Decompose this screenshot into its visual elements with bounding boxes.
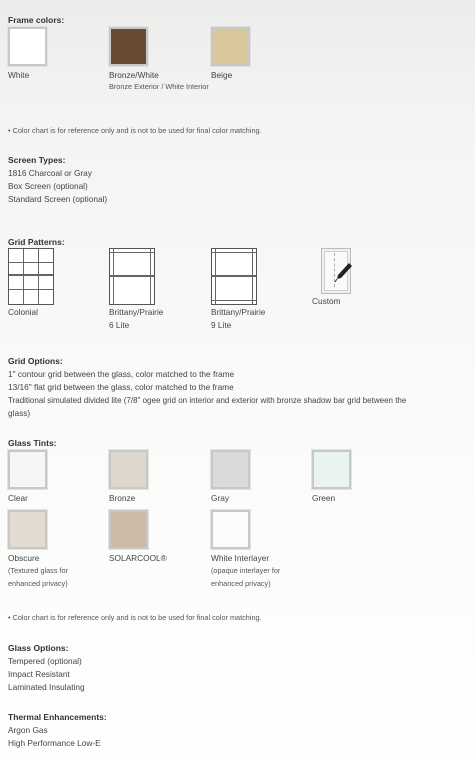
frame-color-label-bronze-white: Bronze/White	[109, 70, 159, 80]
grid-pattern-label-prairie-6: Brittany/Prairie	[109, 307, 164, 317]
screen-type-item: Standard Screen (optional)	[8, 194, 108, 204]
glass-options-heading: Glass Options:	[8, 643, 69, 653]
glass-tint-swatch-gray[interactable]	[211, 450, 250, 489]
glass-option-item: Laminated Insulating	[8, 682, 85, 692]
thermal-enhancements-heading: Thermal Enhancements:	[8, 712, 107, 722]
glass-tint-sub-white-interlayer-2: enhanced privacy)	[211, 579, 271, 588]
glass-tint-label-obscure: Obscure	[8, 553, 40, 563]
glass-options-list	[8, 655, 85, 694]
screen-types-list	[8, 167, 107, 206]
glass-option-item: Impact Resistant	[8, 669, 70, 679]
frame-colors-heading: Frame colors:	[8, 15, 65, 25]
thermal-enhancement-item: High Performance Low-E	[8, 738, 101, 748]
grid-pattern-sub-prairie-6: 6 Lite	[109, 320, 130, 330]
glass-tint-label-gray: Gray	[211, 493, 229, 503]
glass-tint-swatch-clear[interactable]	[8, 450, 47, 489]
glass-tint-swatch-obscure[interactable]	[8, 510, 47, 549]
frame-color-swatch-white[interactable]	[8, 27, 47, 66]
glass-tints-heading: Glass Tints:	[8, 438, 57, 448]
grid-patterns-heading: Grid Patterns:	[8, 237, 65, 247]
grid-pattern-colonial-image[interactable]	[8, 248, 54, 305]
thermal-enhancement-item: Argon Gas	[8, 725, 48, 735]
glass-tints-note: • Color chart is for reference only and is not to be used for final color matching.	[8, 613, 262, 622]
grid-pattern-label-custom: Custom	[312, 296, 341, 306]
grid-pattern-sub-prairie-9: 9 Lite	[211, 320, 232, 330]
grid-options-heading: Grid Options:	[8, 356, 63, 366]
glass-tint-label-bronze: Bronze	[109, 493, 136, 503]
screen-types-heading: Screen Types:	[8, 155, 66, 165]
grid-pattern-prairie-6-image[interactable]	[109, 248, 155, 305]
glass-tint-swatch-white-interlayer[interactable]	[211, 510, 250, 549]
glass-tint-swatch-solarcool[interactable]	[109, 510, 148, 549]
glass-tint-sub-obscure-1: (Textured glass for	[8, 566, 69, 575]
pencil-icon	[334, 261, 354, 285]
glass-tint-swatch-bronze[interactable]	[109, 450, 148, 489]
grid-option-item: glass)	[8, 408, 31, 418]
grid-pattern-label-prairie-9: Brittany/Prairie	[211, 307, 266, 317]
frame-color-swatch-bronze-white[interactable]	[109, 27, 148, 66]
grid-pattern-prairie-9-image[interactable]	[211, 248, 257, 305]
glass-tint-label-solarcool: SOLARCOOL®	[109, 553, 167, 563]
glass-tint-label-white-interlayer: White Interlayer	[211, 553, 270, 563]
frame-color-label-white: White	[8, 70, 30, 80]
screen-type-item: Box Screen (optional)	[8, 181, 88, 191]
frame-colors-note: • Color chart is for reference only and is not to be used for final color matching.	[8, 126, 262, 135]
screen-type-item: 1816 Charcoal or Gray	[8, 168, 92, 178]
grid-options-list	[8, 368, 406, 420]
frame-color-sub-bronze-white: Bronze Exterior / White Interior	[109, 82, 209, 91]
grid-option-item: 1" contour grid between the glass, color matched to the frame	[8, 369, 235, 379]
grid-option-item: Traditional simulated divided lite (7/8" ogee grid on interior and exterior with bronze shadow bar grid between the	[8, 396, 407, 405]
grid-pattern-label-colonial: Colonial	[8, 307, 38, 317]
thermal-enhancements-list	[8, 724, 101, 750]
frame-color-swatch-beige[interactable]	[211, 27, 250, 66]
glass-tint-label-clear: Clear	[8, 493, 28, 503]
frame-color-label-beige: Beige	[211, 70, 233, 80]
glass-option-item: Tempered (optional)	[8, 656, 82, 666]
grid-option-item: 13/16" flat grid between the glass, color matched to the frame	[8, 382, 234, 392]
glass-tint-swatch-green[interactable]	[312, 450, 351, 489]
grid-pattern-custom-image[interactable]	[321, 248, 351, 294]
glass-tint-sub-obscure-2: enhanced privacy)	[8, 579, 68, 588]
glass-tint-label-green: Green	[312, 493, 336, 503]
glass-tint-sub-white-interlayer-1: (opaque interlayer for	[211, 566, 281, 575]
